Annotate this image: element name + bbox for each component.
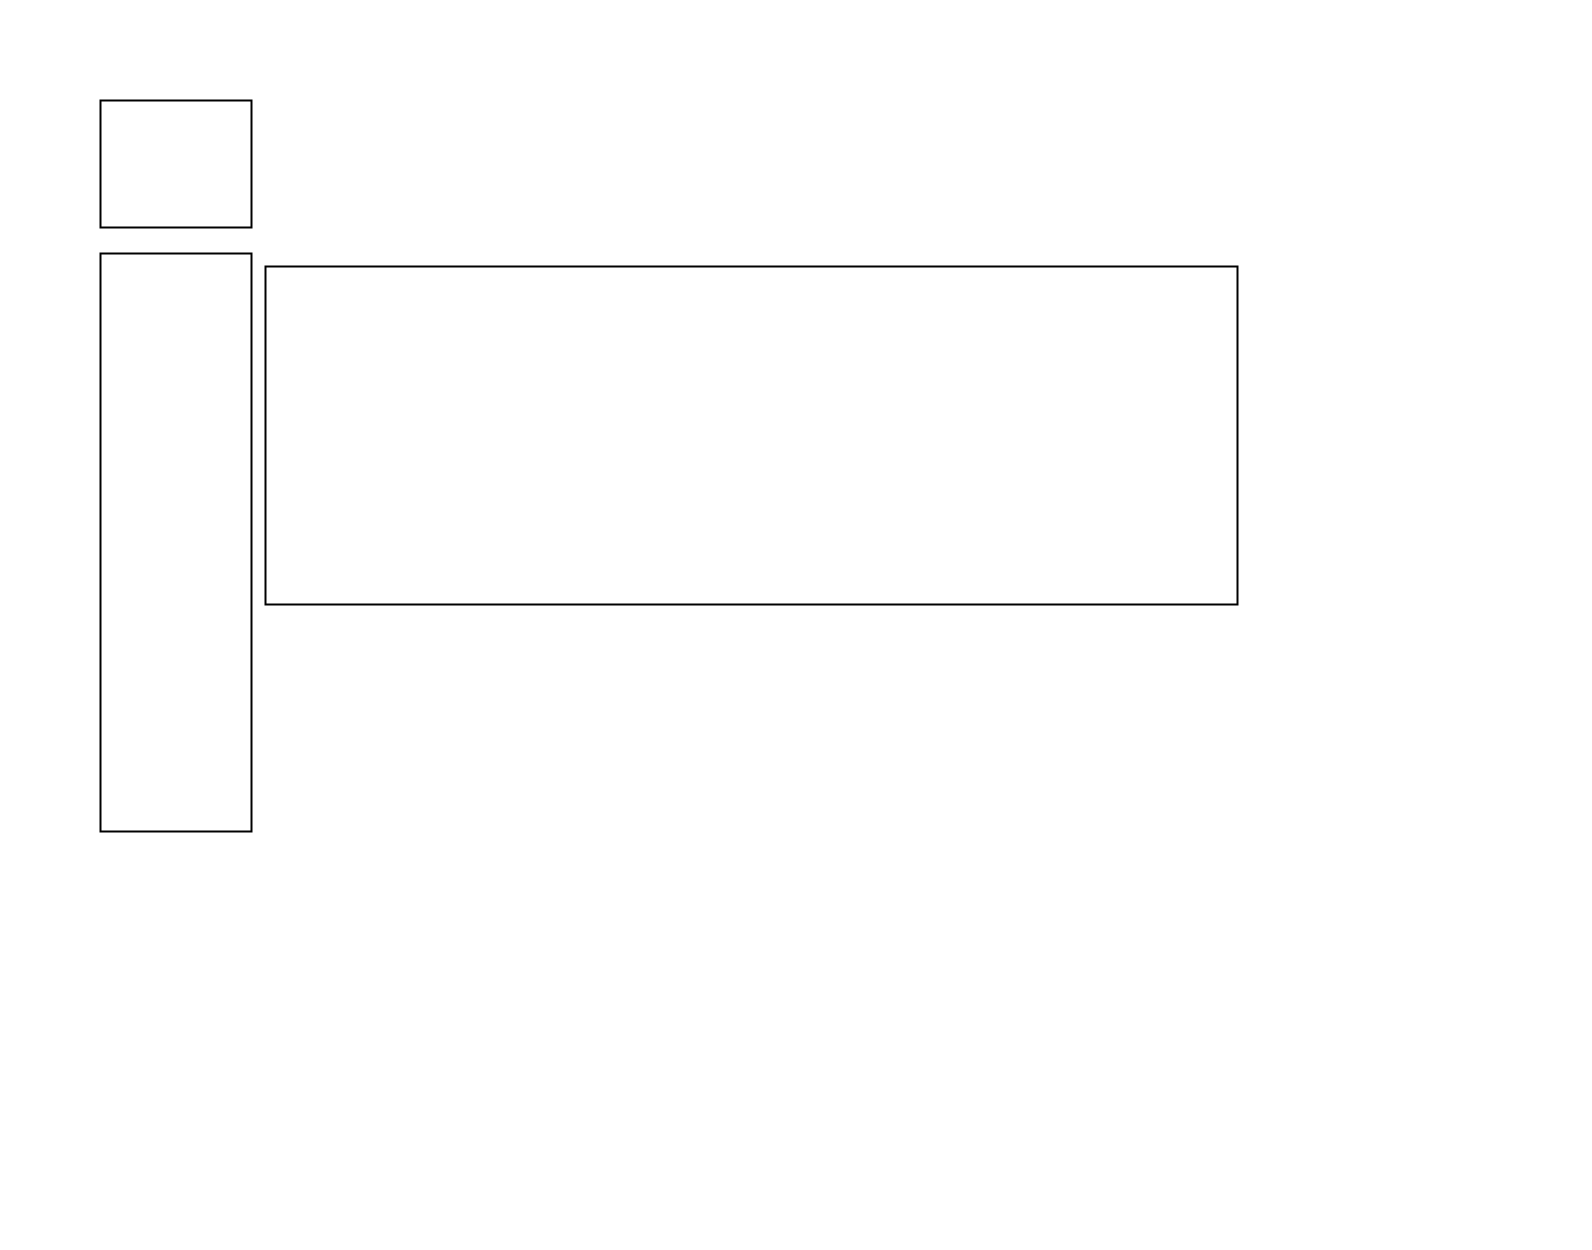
fraction-plot-frame <box>101 101 252 228</box>
percent-classified-panel <box>101 254 252 832</box>
fraction-classified-panel <box>101 101 252 228</box>
legend <box>266 267 1238 605</box>
legend-frame <box>266 267 1238 605</box>
percent-plot-frame <box>101 254 252 832</box>
